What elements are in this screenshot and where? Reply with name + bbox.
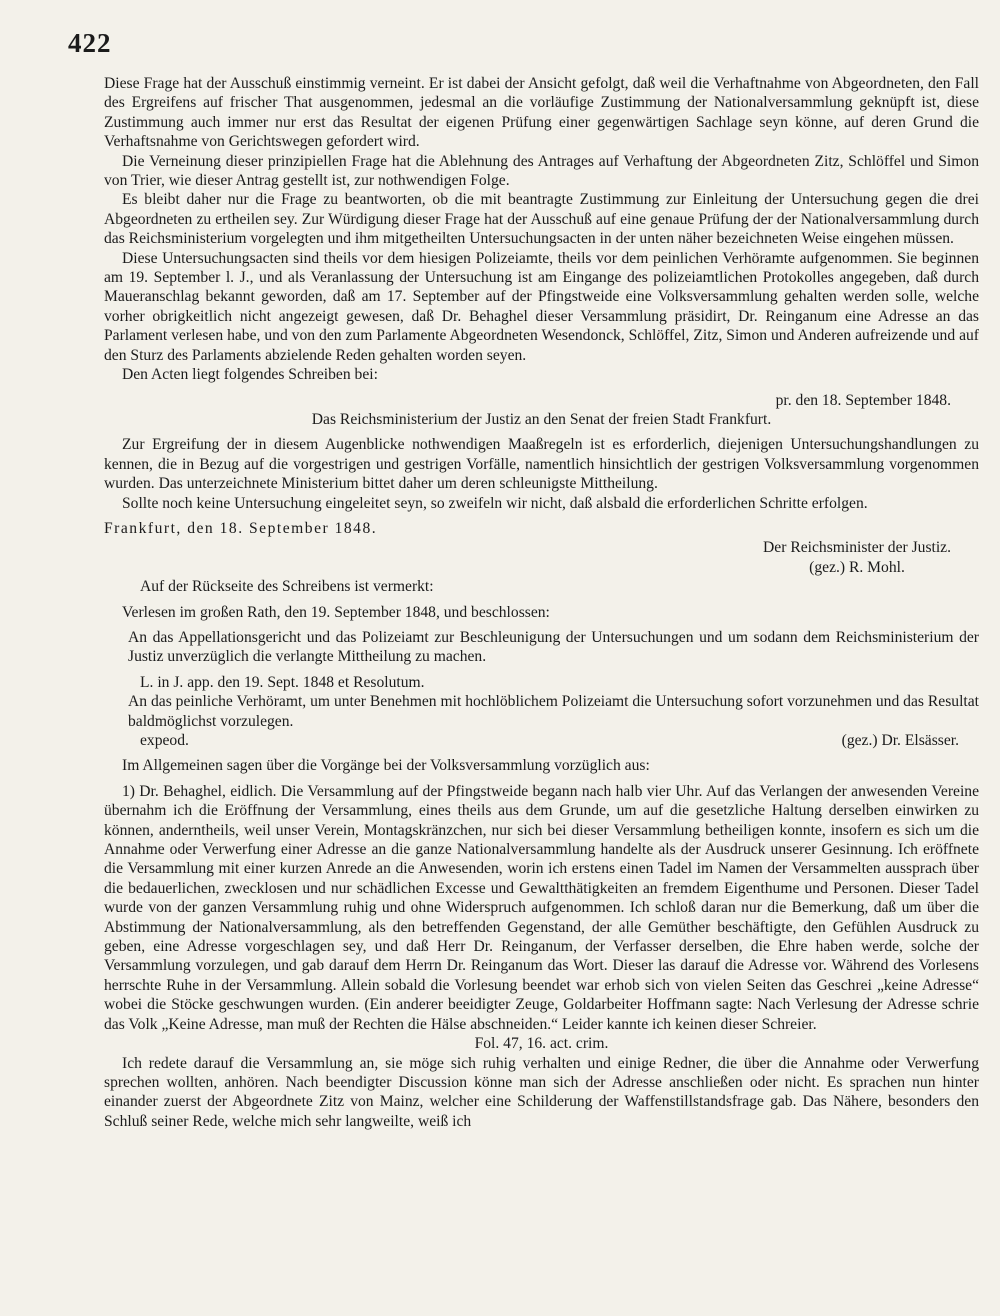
- summary-intro: Im Allgemeinen sagen über die Vorgänge bei der Volksversammlung vorzüglich aus:: [122, 757, 650, 775]
- letter-paragraph: Sollte noch keine Untersuchung eingeleitet seyn, so zweifeln wir nicht, daß alsbald die erforderlichen Schritte erfolgen.: [122, 494, 868, 512]
- resolution: An das Appellationsgericht und das Polizeiamt zur Beschleunigung der Untersuchungen und um sodann dem Reichsministerium der Justiz unverzüglich die verlangte Mittheilung zu machen.: [128, 628, 979, 666]
- expeod-block: [104, 731, 979, 750]
- expeod: expeod.: [140, 732, 189, 749]
- order: An das peinliche Verhöramt, um unter Benehmen mit hochlöblichem Polizeiamt die Untersuchung sofort vorzunehmen und das Resultat baldmöglichst vorzulegen.: [128, 693, 979, 730]
- paragraph: Den Acten liegt folgendes Schreiben bei:: [122, 366, 378, 384]
- document-page: [68, 20, 978, 1300]
- page-body: [104, 74, 979, 1131]
- letter-date-line: pr. den 18. September 1848.: [775, 391, 951, 409]
- final-paragraph: Ich redete darauf die Versammlung an, sie möge sich ruhig verhalten und einige Redner, die über die Annahme oder Verwerfung sprechen wollten, anhören. Nach beendigter Discussion könne man sich der Adresse anschließen oder nicht. Es sprachen nun hinter einander zuerst der Abgeordnete Zitz von Mainz, welcher eine Schilderung der Waffenstillstandsfrage gab. Das Nähere, besonders den Schluß seiner Rede, welche mich sehr langweilte, weiß ich: [104, 1054, 979, 1130]
- letter-paragraph: Zur Ergreifung der in diesem Augenblicke nothwendigen Maaßregeln ist es erforderlich, diejenigen Untersuchungshandlungen zu kennen, die in Bezug auf die vorgestrigen und gestrigen Vorfälle, namentlich hinsichtlich der gestrigen Volksversammlung vorgenommen wurden. Das unterzeichnete Ministerium bittet daher um deren schleunigste Mittheilung.: [104, 436, 979, 493]
- folio-reference: Fol. 47, 16. act. crim.: [474, 1035, 609, 1053]
- paragraph: Es bleibt daher nur die Frage zu beantworten, ob die mit beantragte Zustimmung zur Einleitung der Untersuchung gegen die drei Abgeordneten zu ertheilen sey. Zur Würdigung dieser Frage hat der Ausschuß auf eine genaue Prüfung der der Nationalversammlung durch das Reichsministerium vorgelegten und ihm mitgetheilten Untersuchungsacten in der unten näher bezeichneten Weise eingehen müssen.: [104, 191, 979, 248]
- letter-place-date: Frankfurt, den 18. September 1848.: [104, 519, 378, 537]
- signer-title: Der Reichsminister der Justiz.: [763, 539, 951, 557]
- latin-line: L. in J. app. den 19. Sept. 1848 et Resolutum.: [140, 673, 425, 691]
- reverse-note: Auf der Rückseite des Schreibens ist vermerkt:: [140, 578, 434, 596]
- signed-by: (gez.) Dr. Elsässer.: [841, 732, 959, 749]
- paragraph: Diese Untersuchungsacten sind theils vor dem hiesigen Polizeiamte, theils vor dem peinlichen Verhöramte aufgenommen. Sie beginnen am 19. September l. J., und als Veranlassung der Untersuchung ist am Eingange des polizeiamtlichen Protokolles angegeben, daß durch Maueranschlag bekannt geworden, daß am 17. September auf der Pfingstweide eine Volksversammlung gehalten werden solle, welche vorher obrigkeitlich nicht angezeigt gewesen, daß Dr. Behaghel dieser Versammlung präsidirt, Dr. Reinganum eine Adresse an das Parlament verlesen habe, und von den zum Parlamente Abgeordneten Wesendonck, Schlöffel, Zitz, Simon und Anderen aufreizende und auf den Sturz des Parlaments abzielende Reden gehalten worden seyen.: [104, 249, 979, 364]
- signer-name: (gez.) R. Mohl.: [809, 558, 905, 576]
- letter-signature-block: [104, 538, 979, 577]
- testimony-paragraph: 1) Dr. Behaghel, eidlich. Die Versammlung auf der Pfingstweide begann nach halb vier Uhr. Auf das Verlangen der anwesenden Vereine übernahm ich die Eröffnung der Versammlung, eines theils aus dem Grunde, um auf die gesetzliche Haltung derselben einwirken zu können, anderntheils, weil unser Verein, Montagskränzchen, nur sich bei dieser Versammlung betheiligen konnte, insofern es sich um die Annahme oder Verwerfung einer Adresse an die ganze Nationalversammlung handelte als der Ausdruck unserer Gesinnung. Ich eröffnete die Versammlung mit einer kurzen Anrede an die Anwesenden, worin ich erstens einen Tadel im Namen der Versammelten aussprach über die bedauerlichen, zwecklosen und nur schädlichen Excesse und Gewaltthätigkeiten an fremdem Eigenthume und Personen. Dieser Tadel wurde von der ganzen Versammlung ruhig und ohne Widerspruch aufgenommen. Ich schloß daran nur die Bemerkung, daß um über die Abstimmung der Nationalversammlung, als den betreffenden Gegenstand, der alle Gemüther beschäftigte, den Gefühlen Ausdruck zu geben, eine Adresse vorgeschlagen sey, und daß Herr Dr. Reinganum, der Verfasser derselben, die Ehre haben werde, solche der Versammlung vorzulegen, und gab darauf dem Herrn Dr. Reinganum das Wort. Dieser las darauf die Adresse vor. Während des Vorlesens herrschte Ruhe in der Versammlung. Allein sobald die Vorlesung beendet war erhob sich von vielen Seiten das Geschrei „keine Adresse“ wobei die Stöcke geschwungen wurden. (Ein anderer beeidigter Zeuge, Goldarbeiter Hoffmann sagte: Nach Verlesung der Adresse schrie das Volk „Keine Adresse, man muß der Rechten die Hälse abschneiden.“ Leider kannte ich keinen dieser Schreier.: [104, 782, 979, 1033]
- paragraph: Die Verneinung dieser prinzipiellen Frage hat die Ablehnung des Antrages auf Verhaftung der Abgeordneten Zitz, Schlöffel und Simon von Trier, wie dieser Antrag gestellt ist, zur nothwendigen Folge.: [104, 152, 979, 190]
- letter-header: Das Reichsministerium der Justiz an den Senat der freien Stadt Frankfurt.: [311, 410, 772, 428]
- page-number: 422: [68, 28, 112, 58]
- paragraph: Diese Frage hat der Ausschuß einstimmig verneint. Er ist dabei der Ansicht gefolgt, daß weil die Verhaftnahme von Abgeordneten, den Fall des Ergreifens auf frischer That ausgenommen, jedesmal an die vorläufige Zustimmung der Nationalversammlung geknüpft ist, diese Zustimmung auch immer nur erst das Resultat der eigenen Prüfung einer gegenwärtigen Sachlage seyn könne, auf deren Grund die Verhaftsnahme von Gerichtswegen gefordert wird.: [104, 75, 979, 151]
- council-line: Verlesen im großen Rath, den 19. September 1848, und beschlossen:: [122, 603, 550, 621]
